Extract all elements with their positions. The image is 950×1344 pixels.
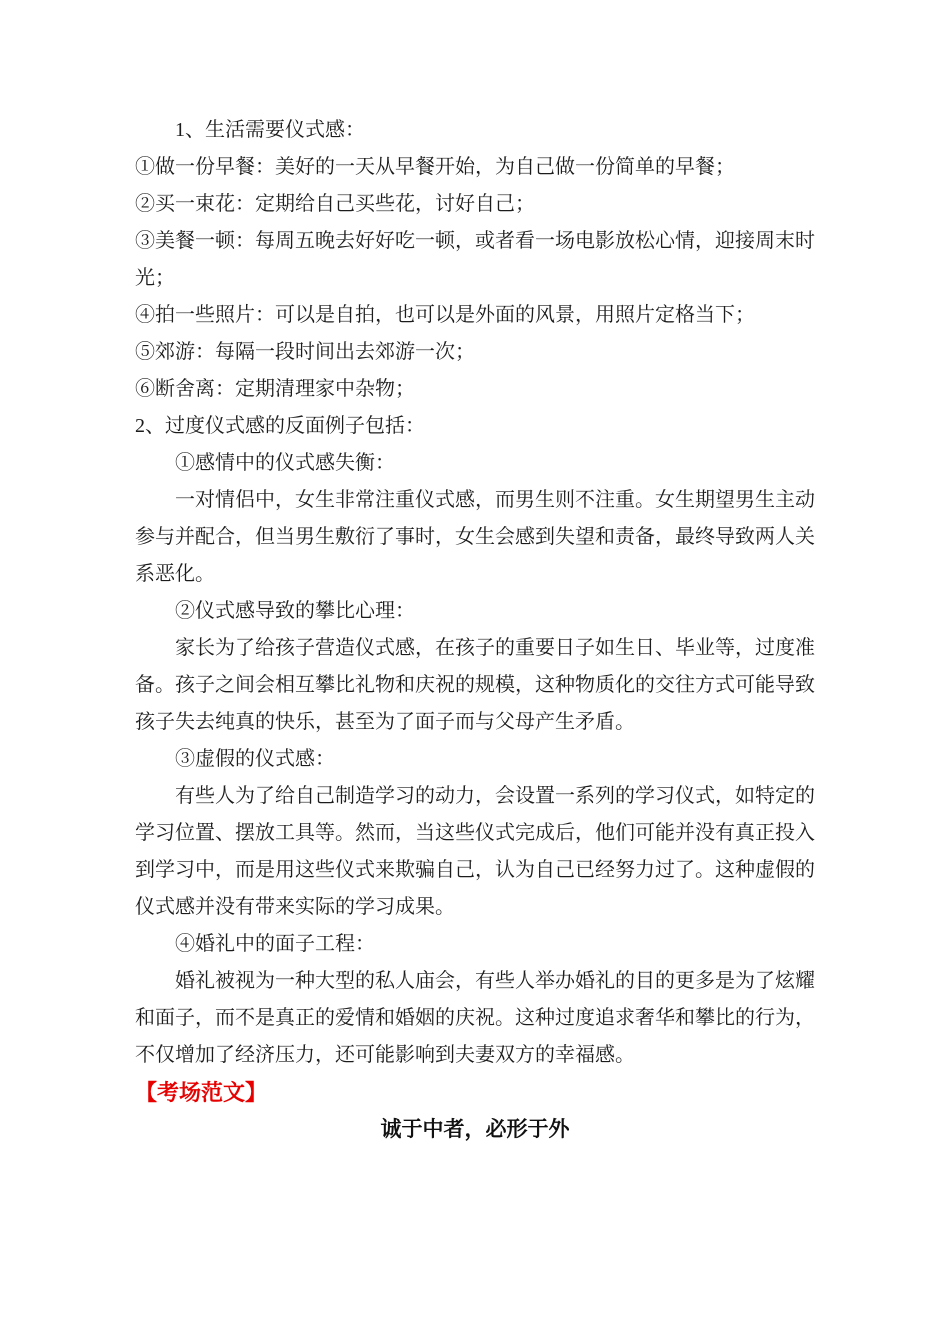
section1-item-breakfast: ①做一份早餐：美好的一天从早餐开始，为自己做一份简单的早餐； — [135, 156, 735, 178]
section1-item-meal: ③美餐一顿：每周五晚去好好吃一顿，或者看一场电影放松心情，迎接周末时光； — [135, 230, 815, 289]
essay-title: 诚于中者，必形于外 — [380, 1118, 570, 1141]
subsection-title-fake-ritual: ③虚假的仪式感： — [175, 748, 335, 770]
section1-item-flowers: ②买一束花：定期给自己买些花，讨好自己； — [135, 193, 535, 215]
subsection-title-wedding: ④婚礼中的面子工程： — [175, 933, 375, 955]
section1-item-outing: ⑤郊游：每隔一段时间出去郊游一次； — [135, 341, 475, 363]
subsection-body-wedding: 婚礼被视为一种大型的私人庙会，有些人举办婚礼的目的更多是为了炫耀和面子，而不是真正的爱情和婚姻的庆祝。这种过度追求奢华和攀比的行为，不仅增加了经济压力，还可能影响到夫妻双方的幸福感。 — [135, 970, 815, 1066]
subsection-body-comparison: 家长为了给孩子营造仪式感，在孩子的重要日子如生日、毕业等，过度准备。孩子之间会相互攀比礼物和庆祝的规模，这种物质化的交往方式可能导致孩子失去纯真的快乐，甚至为了面子而与父母产生矛盾。 — [135, 637, 815, 733]
subsection-title-relationship: ①感情中的仪式感失衡： — [175, 452, 395, 474]
section2 — [135, 408, 815, 1074]
section1-heading: 1、生活需要仪式感： — [175, 119, 365, 141]
section1-item-declutter: ⑥断舍离：定期清理家中杂物； — [135, 378, 415, 400]
subsection-body-relationship: 一对情侣中，女生非常注重仪式感，而男生则不注重。女生期望男生主动参与并配合，但当男生敷衍了事时，女生会感到失望和责备，最终导致两人关系恶化。 — [135, 489, 815, 585]
subsection-body-fake-ritual: 有些人为了给自己制造学习的动力，会设置一系列的学习仪式，如特定的学习位置、摆放工具等。然而，当这些仪式完成后，他们可能并没有真正投入到学习中，而是用这些仪式来欺骗自己，认为自己已经努力过了。这种虚假的仪式感并没有带来实际的学习成果。 — [135, 785, 815, 918]
exam-sample-essay-label: 【考场范文】 — [135, 1080, 268, 1105]
section1-item-photos: ④拍一些照片：可以是自拍，也可以是外面的风景，用照片定格当下； — [135, 304, 755, 326]
subsection-title-comparison: ②仪式感导致的攀比心理： — [175, 600, 415, 622]
section2-heading: 2、过度仪式感的反面例子包括： — [135, 415, 425, 437]
